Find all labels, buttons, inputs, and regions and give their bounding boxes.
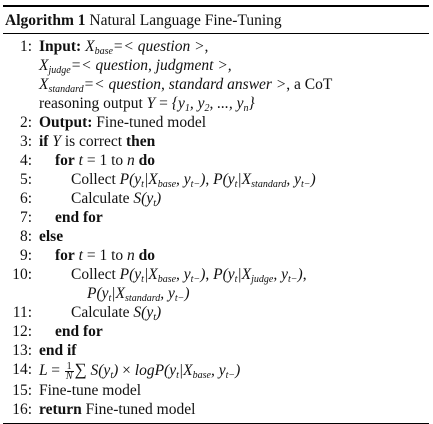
reasoning-output-text: reasoning output <box>39 95 147 112</box>
algorithm-title <box>3 7 429 33</box>
line-6 <box>3 189 429 208</box>
keyword-end-if: end if <box>39 342 77 359</box>
keyword-do: do <box>138 247 156 264</box>
prob-expression: $P(y_t|X_{base}$, $y_{t-}$), $P(y_t|X_{standard}$, $y_{t-}$) <box>119 171 316 190</box>
line-3 <box>3 132 429 151</box>
fine-tune-text: Fine-tune model <box>39 381 142 399</box>
line-5 <box>3 170 429 189</box>
keyword-input: Input: <box>39 38 82 55</box>
var-y: Y <box>52 133 61 150</box>
line-number: 1: <box>19 38 32 55</box>
frac-denominator: N <box>65 370 73 382</box>
line-number: 16: <box>12 400 32 418</box>
keyword-output: Output: <box>39 114 93 131</box>
line-8 <box>3 227 429 246</box>
line-number: 12: <box>12 323 32 340</box>
line-7 <box>3 208 429 227</box>
keyword-return: return <box>39 400 82 418</box>
x-judge-subscript: judge <box>48 65 71 76</box>
line-number: 3: <box>19 133 32 150</box>
keyword-for: for <box>55 152 75 169</box>
y-definition: $Y = \{y_1$, $y_2$, ..., $y_n$} <box>146 95 255 114</box>
line-number: 8: <box>19 228 32 245</box>
line-11 <box>3 303 429 322</box>
algorithm-name: Natural Language Fine-Tuning <box>89 12 282 29</box>
prob-expression: $P(y_t|X_{base}$, $y_{t-}$), $P(y_t|X_{judge}$, $y_{t-}$), <box>119 266 307 285</box>
prob-expression: $P(y_t|X_{standard}$, $y_{t-}$) <box>87 285 190 304</box>
line-10 <box>3 265 429 284</box>
line-number: 9: <box>19 247 32 264</box>
keyword-if: if <box>39 133 49 150</box>
score-expression: $S(y_t)$ <box>133 304 162 323</box>
line-number: 4: <box>19 152 32 169</box>
line-number: 15: <box>12 381 32 399</box>
loss-expression: L = $\frac{1}{N}$ ∑ $S(y_t) \times \log P(y_t|X_{base}$, $y_{t-}$) <box>39 360 241 382</box>
line-number: 7: <box>19 209 32 226</box>
output-value: Fine-tuned model <box>96 114 207 131</box>
line-1: 1: Input: $X_{base}=<$ question >, <box>3 37 429 56</box>
line-number: 2: <box>19 114 32 131</box>
collect-text: Collect <box>71 171 120 188</box>
line-1-cont-b: $X_{standard}=<$ question, standard answer >, a CoT <box>39 76 333 95</box>
input-and-text: , a CoT <box>286 76 333 93</box>
line-10-cont <box>3 284 429 303</box>
to-text: to <box>107 247 128 264</box>
base-definition: =< question >, <box>112 38 209 55</box>
algorithm-body <box>3 34 429 423</box>
frac-numerator: 1 <box>66 360 72 372</box>
line-2 <box>3 113 429 132</box>
calculate-text: Calculate <box>71 190 134 207</box>
line-number: 5: <box>19 171 32 188</box>
standard-definition: =< question, standard answer > <box>83 76 287 93</box>
line-12 <box>3 322 429 341</box>
line-1-cont-a: $X_{judge}=<$ question, judgment >, <box>39 57 232 76</box>
line-number: 13: <box>12 342 32 359</box>
line-1-cont-c <box>3 94 429 113</box>
algorithm-box <box>3 5 429 424</box>
line-number: 6: <box>19 190 32 207</box>
keyword-then: then <box>125 133 156 150</box>
keyword-end-for: end for <box>55 209 103 226</box>
keyword-else: else <box>39 228 64 245</box>
line-13 <box>3 341 429 360</box>
line-16 <box>3 400 429 419</box>
line-9: 9: for t = 1 to n do <box>3 246 429 265</box>
x-standard-subscript: standard <box>48 84 84 95</box>
line-number: 11: <box>12 304 32 321</box>
score-expression: $S(y_t)$ <box>133 190 162 209</box>
line-4: 4: for t = 1 to n do <box>3 151 429 170</box>
line-number: 10: <box>12 266 32 283</box>
judge-definition: =< question, judgment >, <box>70 57 232 74</box>
keyword-end-for: end for <box>55 323 103 340</box>
algorithm-label: Algorithm 1 <box>5 12 86 29</box>
return-value: Fine-tuned model <box>85 400 196 418</box>
keyword-for: for <box>55 247 75 264</box>
keyword-do: do <box>138 152 156 169</box>
is-correct-text: is correct <box>60 133 126 150</box>
line-14 <box>3 360 429 381</box>
x-base-subscript: base <box>94 46 113 57</box>
collect-text: Collect <box>71 266 120 283</box>
line-15 <box>3 381 429 400</box>
line-number: 14: <box>12 361 32 378</box>
to-text: to <box>107 152 128 169</box>
calculate-text: Calculate <box>71 304 134 321</box>
